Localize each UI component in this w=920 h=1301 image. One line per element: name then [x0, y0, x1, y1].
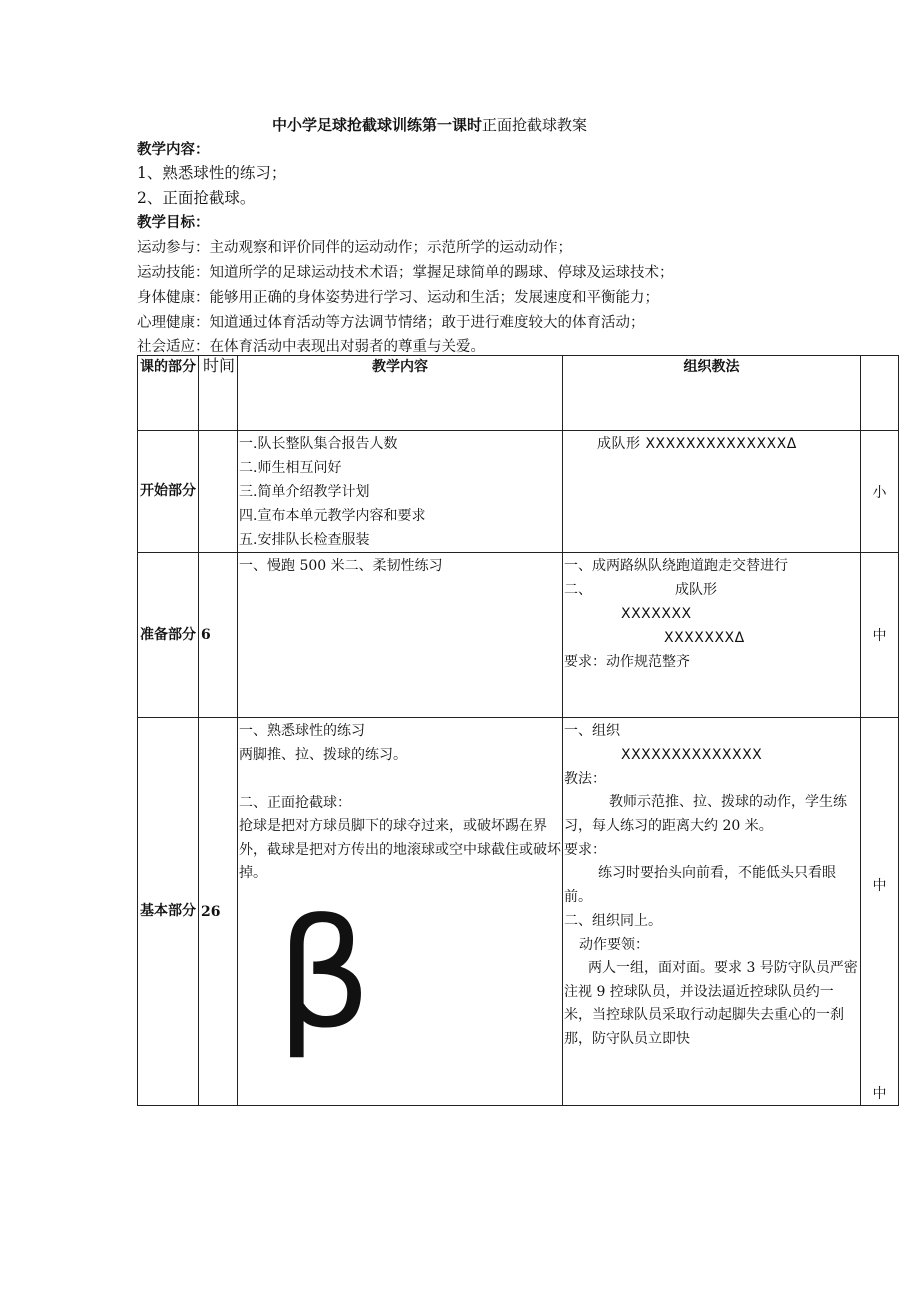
method-formation-label: 成队形	[675, 582, 717, 598]
content-cell	[238, 553, 563, 718]
part-cell	[138, 553, 199, 718]
title-bold-part: 中小学足球抢截球训练第一课时	[272, 116, 483, 134]
teaching-goals-heading: 教学目标：	[137, 215, 210, 231]
content-line: 五.安排队长检查服装	[239, 532, 370, 548]
table-row-prep	[138, 553, 899, 718]
method-line	[563, 578, 860, 602]
content-line: 一、慢跑 500 米二、柔韧性练习	[239, 558, 443, 574]
load-value: 中	[872, 878, 887, 894]
content-line: 二、正面抢截球：	[239, 795, 351, 811]
method-paragraph: 练习时要抬头向前看，不能低头只看眼前。	[564, 865, 836, 905]
goal-item: 身体健康：能够用正确的身体姿势进行学习、运动和生活；发展速度和平衡能力；	[137, 290, 659, 306]
content-line: 一、熟悉球性的练习	[239, 723, 365, 739]
content-line: 两脚推、拉、拨球的练习。	[239, 747, 407, 763]
method-line: 要求：动作规范整齐	[564, 654, 690, 670]
table-header-row	[138, 356, 899, 431]
load-cell: 中	[861, 553, 899, 718]
method-paragraph: 教师示范推、拉、拨球的动作，学生练习，每人练习的距离大约 20 米。	[564, 794, 847, 834]
method-cell	[563, 553, 861, 718]
method-line: 二、组织同上。	[564, 913, 662, 929]
method-paragraph: 两人一组，面对面。要求 3 号防守队员严密注视 9 控球队员，并设法逼近控球队员约一米，当控球队员采取行动起脚失去重心的一刹那，防守队员立即快	[564, 960, 858, 1047]
teaching-content-item: 1、熟悉球性的练习；	[137, 164, 287, 182]
header-part: 课的部分	[138, 356, 199, 431]
load-value-bottom: 中	[872, 1086, 887, 1102]
formation-line: XXXXXXXΔ	[664, 630, 745, 646]
method-number: 二、	[564, 582, 592, 598]
part-cell	[138, 431, 199, 553]
part-label: 基本部分	[140, 903, 196, 919]
goal-item: 心理健康：知道通过体育活动等方法调节情绪；敢于进行难度较大的体育活动；	[137, 315, 645, 331]
goal-item: 运动技能：知道所学的足球运动技术术语；掌握足球简单的踢球、停球及运球技术；	[137, 265, 674, 281]
lesson-title	[272, 114, 587, 135]
content-line: 二.师生相互问好	[239, 460, 342, 476]
beta-symbol: β	[276, 899, 372, 1058]
time-value: 26	[201, 903, 221, 920]
method-cell	[563, 718, 861, 1106]
goal-item: 运动参与：主动观察和评价同伴的运动动作；示范所学的运动动作；	[137, 240, 572, 256]
part-label: 准备部分	[140, 626, 196, 643]
method-line: 一、组织	[564, 723, 620, 739]
header-content: 教学内容	[238, 356, 563, 431]
content-line: 一.队长整队集合报告人数	[239, 436, 398, 452]
title-normal-part: 正面抢截球教案	[482, 116, 588, 134]
formation-line: XXXXXXXXXXXXXX	[621, 747, 763, 763]
method-line: 一、成两路纵队绕跑道跑走交替进行	[564, 558, 788, 574]
formation-line: 成队形 XXXXXXXXXXXXXXΔ	[597, 436, 797, 452]
header-load	[861, 356, 899, 431]
content-paragraph: 抢球是把对方球员脚下的球夺过来，或破坏踢在界外，截球是把对方传出的地滚球或空中球截住或破坏掉。	[239, 818, 561, 881]
time-cell	[199, 718, 238, 1106]
time-cell	[199, 553, 238, 718]
load-cell	[861, 718, 899, 1106]
goal-item: 社会适应：在体育活动中表现出对弱者的尊重与关爱。	[137, 339, 485, 355]
teaching-content-item: 2、正面抢截球。	[137, 189, 256, 207]
method-line: 教法：	[564, 771, 606, 787]
table-row-start	[138, 431, 899, 553]
part-cell	[138, 718, 199, 1106]
content-cell	[238, 431, 563, 553]
method-line: 动作要领：	[579, 937, 649, 953]
header-time: 时间	[199, 356, 238, 431]
lesson-plan-table	[137, 355, 899, 1106]
formation-line: XXXXXXX	[621, 606, 692, 622]
part-label: 开始部分	[140, 483, 196, 499]
teaching-content-heading: 教学内容：	[137, 142, 210, 158]
load-cell: 小	[861, 431, 899, 553]
method-line: 要求：	[564, 842, 606, 858]
content-line: 四.宣布本单元教学内容和要求	[239, 508, 426, 524]
content-line: 三.简单介绍教学计划	[239, 484, 370, 500]
method-cell	[563, 431, 861, 553]
content-cell	[238, 718, 563, 1106]
time-value: 6	[201, 627, 211, 643]
time-cell	[199, 431, 238, 553]
table-row-basic	[138, 718, 899, 1106]
header-method: 组织教法	[563, 356, 861, 431]
